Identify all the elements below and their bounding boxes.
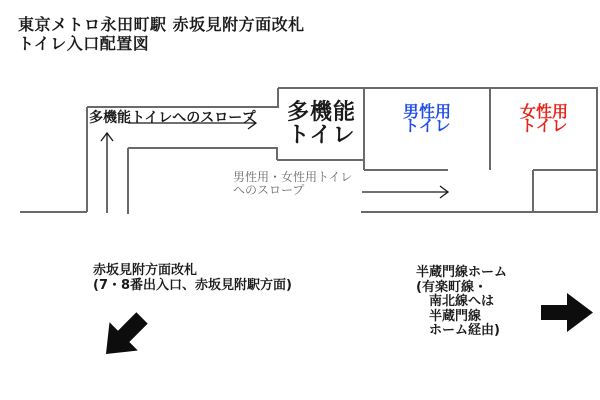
womens-toilet-label-line1: 女性用 xyxy=(519,102,568,121)
multipurpose-toilet-label-line1: 多機能 xyxy=(286,100,356,125)
platform-label-line5: ホーム経由) xyxy=(416,323,500,338)
multipurpose-toilet-label xyxy=(278,101,365,147)
page-title-line2: トイレ入口配置図 xyxy=(18,34,150,53)
platform-label xyxy=(416,266,507,339)
mens-womens-slope-arrow xyxy=(362,186,448,198)
arrow-shape xyxy=(92,304,156,368)
gate-label-line2: (7・8番出入口、赤坂見附駅方面) xyxy=(93,278,292,293)
gate-direction-southwest-arrow-icon xyxy=(92,304,156,368)
mens-womens-slope-label-line1: 男性用・女性用トイレ xyxy=(233,170,353,184)
gate-label xyxy=(93,263,292,293)
mens-womens-slope-label xyxy=(233,171,352,197)
mens-toilet-label-line2: トイレ xyxy=(403,116,451,135)
mens-toilet-label-line1: 男性用 xyxy=(402,102,451,121)
page-title-line1: 東京メトロ永田町駅 赤坂見附方面改札 xyxy=(18,15,305,34)
womens-toilet-label-line2: トイレ xyxy=(520,116,568,135)
platform-label-line3: 南北線へは xyxy=(416,294,495,309)
mens-womens-slope-label-line2: へのスロープ xyxy=(233,183,305,197)
platform-label-line1: 半蔵門線ホーム xyxy=(416,265,508,280)
womens-toilet-label xyxy=(490,102,598,135)
platform-label-line4: 半蔵門線 xyxy=(416,308,482,324)
multipurpose-slope-label: 多機能トイレへのスロープ xyxy=(89,110,256,126)
gate-label-line1: 赤坂見附方面改札 xyxy=(93,263,198,278)
platform-label-line2: (有楽町線・ xyxy=(416,279,487,295)
multipurpose-toilet-label-line2: トイレ xyxy=(287,123,356,148)
mens-toilet-label xyxy=(364,102,490,135)
platform-direction-east-arrow-icon xyxy=(541,291,595,334)
ramp-up-arrow xyxy=(101,133,113,213)
arrow-shape xyxy=(541,293,593,332)
